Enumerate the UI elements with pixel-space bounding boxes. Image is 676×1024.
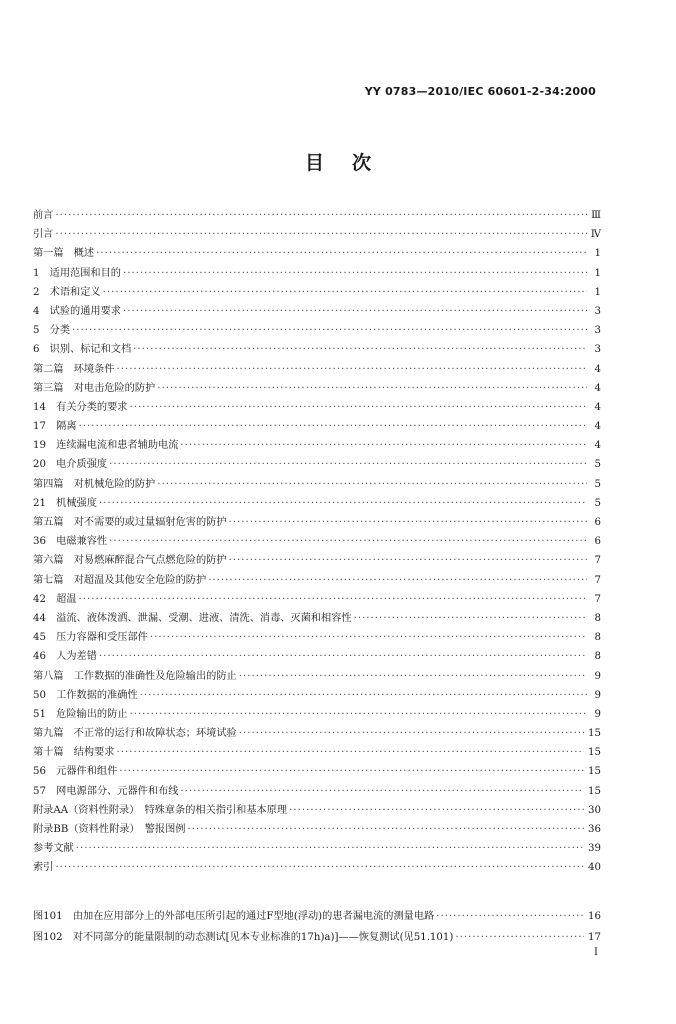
toc-entry[interactable] [33, 743, 601, 762]
dot-leader [239, 724, 584, 743]
dot-leader [55, 206, 587, 225]
entry-title: 索引 [33, 862, 54, 874]
entry-title: 第四篇 对机械危险的防护 [33, 478, 156, 490]
dot-leader [229, 551, 587, 570]
entry-title: 第十篇 结构要求 [33, 747, 115, 759]
entry-page-number: 9 [594, 689, 601, 701]
page-title: 目次 [304, 152, 399, 174]
entry-page-number: 5 [594, 478, 601, 490]
dot-leader [188, 820, 585, 839]
entry-title: 57 网电源部分、元器件和布线 [33, 785, 179, 797]
toc-entry[interactable] [33, 724, 601, 743]
dot-leader [239, 667, 587, 686]
entry-page-number: 36 [588, 824, 601, 835]
entry-page-number: 15 [588, 728, 601, 740]
entry-title: 前言 [33, 210, 54, 221]
toc-entry[interactable] [33, 571, 601, 590]
dot-leader [99, 647, 587, 666]
entry-page-number: 3 [594, 325, 601, 337]
toc-entry[interactable] [33, 206, 601, 225]
toc-entry[interactable] [33, 475, 601, 494]
toc-entry[interactable] [33, 532, 601, 551]
toc-entry[interactable] [33, 820, 601, 839]
dot-leader [157, 475, 587, 494]
toc-entry[interactable] [33, 590, 601, 609]
entry-page-number: 30 [588, 804, 601, 816]
dot-leader [157, 379, 587, 398]
toc-entry[interactable] [33, 927, 601, 948]
toc-entry[interactable] [33, 551, 601, 570]
entry-page-number: 17 [588, 932, 601, 943]
dot-leader [55, 858, 584, 877]
entry-page-number: 5 [594, 459, 601, 471]
entry-title: 2 术语和定义 [33, 286, 101, 298]
dot-leader [79, 590, 587, 609]
entry-title: 第八篇 工作数据的准确性及危险输出的防止 [33, 670, 237, 682]
toc-entry[interactable] [33, 494, 601, 513]
toc-entry[interactable] [33, 436, 601, 455]
dot-leader [117, 360, 588, 379]
figure-list [33, 906, 601, 948]
entry-page-number: Ⅳ [590, 229, 601, 241]
dot-leader [117, 743, 585, 762]
dot-leader [180, 436, 587, 455]
entry-title: 44 溢流、液体泼洒、泄漏、受潮、进液、清洗、消毒、灭菌和相容性 [33, 612, 352, 624]
entry-title: 参考文献 [33, 843, 74, 855]
entry-title: 第九篇 不正常的运行和故障状态；环境试验 [33, 728, 237, 740]
dot-leader [140, 686, 587, 705]
entry-title: 45 压力容器和受压部件 [33, 632, 148, 644]
entry-title: 36 电磁兼容性 [33, 536, 108, 548]
entry-title: 51 危险输出的防止 [33, 708, 128, 720]
entry-title: 第一篇 概述 [33, 248, 95, 260]
toc-entry[interactable] [33, 782, 601, 801]
entry-page-number: 1 [594, 286, 601, 298]
entry-title: 4 试验的通用要求 [33, 305, 121, 317]
entry-page-number: 15 [588, 747, 601, 759]
entry-page-number: 7 [594, 555, 601, 567]
entry-title: 第五篇 对不需要的或过量辐射危害的防护 [33, 517, 227, 528]
toc-entry[interactable] [33, 225, 601, 244]
entry-title: 14 有关分类的要求 [33, 401, 128, 413]
dot-leader [436, 906, 584, 927]
entry-page-number: 6 [594, 517, 601, 528]
dot-leader [123, 302, 587, 321]
toc-entry[interactable] [33, 906, 601, 927]
toc-entry[interactable] [33, 360, 601, 379]
entry-page-number: 3 [594, 305, 601, 317]
toc-entry[interactable] [33, 686, 601, 705]
entry-title: 42 超温 [33, 593, 77, 605]
toc-entry[interactable] [33, 283, 601, 302]
dot-leader [76, 839, 584, 858]
entry-page-number: 4 [594, 363, 601, 375]
toc-entry[interactable] [33, 417, 601, 436]
entry-page-number: 9 [594, 708, 601, 720]
dot-leader [150, 628, 587, 647]
toc-entry[interactable] [33, 302, 601, 321]
dot-leader [455, 927, 584, 948]
entry-title: 6 识别、标记和文档 [33, 344, 132, 356]
toc-entry[interactable] [33, 379, 601, 398]
entry-page-number: 3 [594, 344, 601, 356]
toc-entry[interactable] [33, 398, 601, 417]
entry-title: 第六篇 对易燃麻醉混合气点燃危险的防护 [33, 555, 227, 567]
dot-leader [208, 571, 587, 590]
toc-entry[interactable] [33, 340, 601, 359]
dot-leader [119, 762, 584, 781]
page-number: I [594, 947, 598, 958]
entry-title: 图101 由加在应用部分上的外部电压所引起的通过F型地(浮动)的患者漏电流的测量电路 [33, 911, 435, 922]
entry-title: 20 电介质强度 [33, 459, 108, 471]
entry-page-number: 6 [594, 536, 601, 548]
toc-entry[interactable] [33, 839, 601, 858]
toc-entry[interactable] [33, 647, 601, 666]
entry-page-number: 39 [588, 843, 601, 855]
toc-entry[interactable] [33, 513, 601, 532]
entry-page-number: 7 [594, 574, 601, 586]
dot-leader [79, 417, 587, 436]
entry-title: 56 元器件和组件 [33, 766, 118, 778]
dot-leader [99, 494, 587, 513]
entry-title: 附录BB（资料性附录） 警报图例 [33, 824, 186, 835]
entry-page-number: 15 [588, 785, 601, 797]
toc-entry[interactable] [33, 705, 601, 724]
entry-page-number: 8 [594, 612, 601, 624]
entry-title: 46 人为差错 [33, 651, 97, 663]
entry-page-number: 1 [594, 248, 601, 260]
entry-page-number: 4 [594, 382, 601, 394]
dot-leader [109, 532, 587, 551]
dot-leader [72, 321, 587, 340]
dot-leader [129, 398, 587, 417]
entry-title: 引言 [33, 229, 54, 241]
entry-title: 附录AA（资料性附录） 特殊章条的相关指引和基本原理 [33, 804, 288, 816]
standard-number: YY 0783—2010/IEC 60601-2-34:2000 [364, 85, 596, 98]
table-of-contents [33, 206, 601, 878]
toc-entry[interactable] [33, 801, 601, 820]
entry-title: 17 隔离 [33, 421, 77, 433]
dot-leader [55, 225, 586, 244]
entry-page-number: 40 [588, 862, 601, 874]
toc-entry[interactable] [33, 667, 601, 686]
entry-page-number: 5 [594, 497, 601, 509]
dot-leader [109, 455, 587, 474]
entry-title: 21 机械强度 [33, 497, 97, 509]
entry-title: 5 分类 [33, 325, 71, 337]
entry-title: 1 适用范围和目的 [33, 267, 121, 279]
toc-entry[interactable] [33, 321, 601, 340]
entry-page-number: 4 [594, 401, 601, 413]
entry-page-number: 7 [594, 593, 601, 605]
entry-title: 19 连续漏电流和患者辅助电流 [33, 440, 179, 452]
dot-leader [129, 705, 587, 724]
entry-page-number: 8 [594, 651, 601, 663]
dot-leader [103, 283, 587, 302]
dot-leader [289, 801, 584, 820]
dot-leader [96, 244, 587, 263]
entry-page-number: 4 [594, 440, 601, 452]
dot-leader [133, 340, 587, 359]
toc-entry[interactable] [33, 264, 601, 283]
entry-page-number: 16 [588, 911, 601, 922]
dot-leader [354, 609, 587, 628]
entry-title: 50 工作数据的准确性 [33, 689, 138, 701]
dot-leader [123, 264, 587, 283]
dot-leader [180, 782, 584, 801]
toc-entry[interactable] [33, 628, 601, 647]
entry-page-number: 1 [594, 267, 601, 279]
dot-leader [229, 513, 587, 532]
entry-page-number: 9 [594, 670, 601, 682]
entry-title: 第三篇 对电击危险的防护 [33, 382, 156, 394]
entry-page-number: 8 [594, 632, 601, 644]
toc-entry[interactable] [33, 455, 601, 474]
toc-entry[interactable] [33, 609, 601, 628]
entry-title: 第七篇 对超温及其他安全危险的防护 [33, 574, 207, 586]
toc-entry[interactable] [33, 858, 601, 877]
toc-entry[interactable] [33, 244, 601, 263]
entry-title: 第二篇 环境条件 [33, 363, 115, 375]
entry-title: 图102 对不同部分的能量限制的动态测试[见本专业标准的17h)a)]——恢复测试(见51.101) [33, 932, 454, 943]
entry-page-number: 15 [588, 766, 601, 778]
entry-page-number: Ⅲ [591, 210, 601, 221]
entry-page-number: 4 [594, 421, 601, 433]
toc-entry[interactable] [33, 762, 601, 781]
